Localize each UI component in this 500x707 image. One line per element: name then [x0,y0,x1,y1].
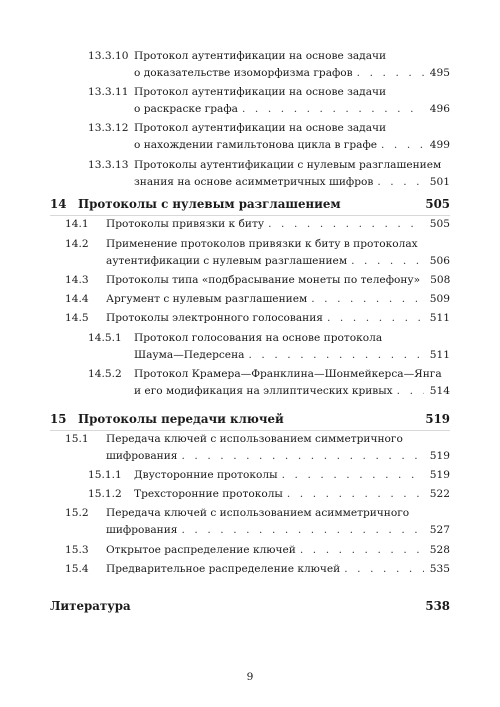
toc-entry-title-line: Протоколы аутентификации с нулевым разглашением [134,159,442,171]
toc-entry-title-line: Трехсторонние протоколы [134,488,283,500]
toc-entry-title-line: Протоколы привязки к биту [106,218,265,230]
toc-page-number: 538 [425,599,450,613]
toc-entry-title-line: Протоколы типа «подбрасывание монеты по телефону» [106,274,421,286]
toc-entry-number: 14.5 [65,312,89,324]
toc-entry-number: 15.4 [65,563,89,575]
toc-entry-number: 13.3.11 [88,86,129,98]
toc-entry-title-line: Протоколы передачи ключей [78,412,284,426]
toc-entry-number: 15.1 [65,433,89,445]
toc-page-number: 505 [429,218,450,230]
toc-page-number: 501 [429,176,450,188]
toc-entry-number: 14.1 [65,218,89,230]
toc-dot-leader [248,349,423,362]
toc-entry [0,86,450,120]
toc-entry-number: 14.3 [65,274,89,286]
toc-entry-title-line: Аргумент с нулевым разглашением [106,293,308,305]
toc-entry-title-line: Передача ключей с использованием симметричного [106,433,403,445]
toc-entry-title-line: Протоколы с нулевым разглашением [78,197,341,211]
toc-entry [0,563,450,580]
toc-page-number: 528 [429,544,450,556]
toc-dot-leader [351,255,424,268]
toc-page-number: 499 [429,139,450,151]
toc-entry-title-line: Предварительное распределение ключей [106,563,341,575]
toc-dot-leader [287,488,424,501]
toc-page-number: 496 [429,103,450,115]
toc-entry [0,368,450,402]
toc-entry [0,544,450,561]
toc-entry-number: 14.5.2 [88,368,122,380]
toc-entry-number: 13.3.10 [88,50,129,62]
toc-page-number: 509 [429,293,450,305]
toc-entry-title-line: Протокол голосования на основе протокола [134,332,383,344]
toc-dot-leader [181,524,423,537]
toc-entry [0,332,450,366]
toc-entry-title-line: Шаума—Педерсена [134,349,245,361]
toc-entry-number: 13.3.12 [88,122,129,134]
toc-entry-title-line: шифрования [106,450,178,462]
toc-dot-leader [242,103,424,116]
toc-page-number: 519 [429,469,450,481]
toc-chapter [0,413,450,430]
toc-entry [0,218,450,235]
toc-entry-title-line: Применение протоколов привязки к биту в протоколах [106,238,418,250]
toc-entry-title-line: о нахождении гамильтонова цикла в графе [134,139,377,151]
chapter-rule [50,215,450,216]
toc-dot-leader [397,385,424,398]
toc-entry [0,469,450,486]
toc-entry-title-line: аутентификации с нулевым разглашением [106,255,348,267]
toc-page-number: 519 [429,450,450,462]
toc-entry-number: 15.3 [65,544,89,556]
toc-entry-number: 15 [50,412,67,426]
toc-dot-leader [344,563,424,576]
toc-dot-leader [377,176,423,189]
toc-entry-number: 15.2 [65,507,89,519]
toc-dot-leader [282,469,424,482]
toc-entry [0,312,450,329]
toc-entry-title-line: о раскраске графа [134,103,238,115]
toc-entry [0,433,450,467]
toc-entry-title-line: о доказательстве изоморфизма графов [134,67,353,79]
toc-entry-number: 14.4 [65,293,89,305]
toc-entry-title-line: Протокол аутентификации на основе задачи [134,50,387,62]
toc-entry-title-line: знания на основе асимметричных шифров [134,176,374,188]
toc-entry-title-line: Протокол Крамера—Франклина—Шонмейкерса—Янга [134,368,442,380]
toc-entry-title-line: Протоколы электронного голосования [106,312,323,324]
toc-page-number: 511 [429,349,450,361]
toc-entry-number: 15.1.1 [88,469,122,481]
toc-entry-title-line: Литература [50,599,131,613]
toc-entry-number: 14.2 [65,238,89,250]
toc-entry-number: 13.3.13 [88,159,129,171]
toc-entry-number: 14.5.1 [88,332,122,344]
toc-dot-leader [268,218,424,231]
toc-entry [0,122,450,156]
toc-entry [0,488,450,505]
toc-dot-leader [311,293,424,306]
toc-page-number: 535 [429,563,450,575]
toc-entry [0,274,450,291]
toc-entry-number: 15.1.2 [88,488,122,500]
toc-entry-title-line: Двусторонние протоколы [134,469,278,481]
toc-entry-title-line: Протокол аутентификации на основе задачи [134,86,387,98]
toc-dot-leader [357,67,424,80]
toc-page-number: 508 [430,274,451,286]
toc-dot-leader [300,544,424,557]
toc-page-number: 506 [429,255,450,267]
toc-entry-title-line: и его модификация на эллиптических кривых [134,385,393,397]
toc-dot-leader [327,312,424,325]
toc-entry-title-line: Протокол аутентификации на основе задачи [134,122,387,134]
toc-page-number: 514 [429,385,450,397]
toc-entry-title-line: шифрования [106,524,178,536]
chapter-rule [50,430,450,431]
toc-dot-leader [181,450,423,463]
toc-dot-leader [381,139,424,152]
toc-entry-title-line: Открытое распределение ключей [106,544,296,556]
toc-page-number: 519 [425,412,450,426]
toc-entry [0,159,450,193]
toc-entry-title-line: Передача ключей с использованием асимметричного [106,507,410,519]
toc-page-number: 511 [429,312,450,324]
toc-page-number: 527 [429,524,450,536]
toc-entry [0,238,450,272]
toc-entry [0,293,450,310]
toc-page-number: 495 [429,67,450,79]
toc-page-number: 522 [429,488,450,500]
toc-page-number: 505 [425,197,450,211]
toc-chapter [0,198,450,215]
toc-entry [0,507,450,541]
page-number: 9 [246,671,254,683]
toc-chapter [0,600,450,617]
toc-entry-number: 14 [50,197,67,211]
toc-entry [0,50,450,84]
